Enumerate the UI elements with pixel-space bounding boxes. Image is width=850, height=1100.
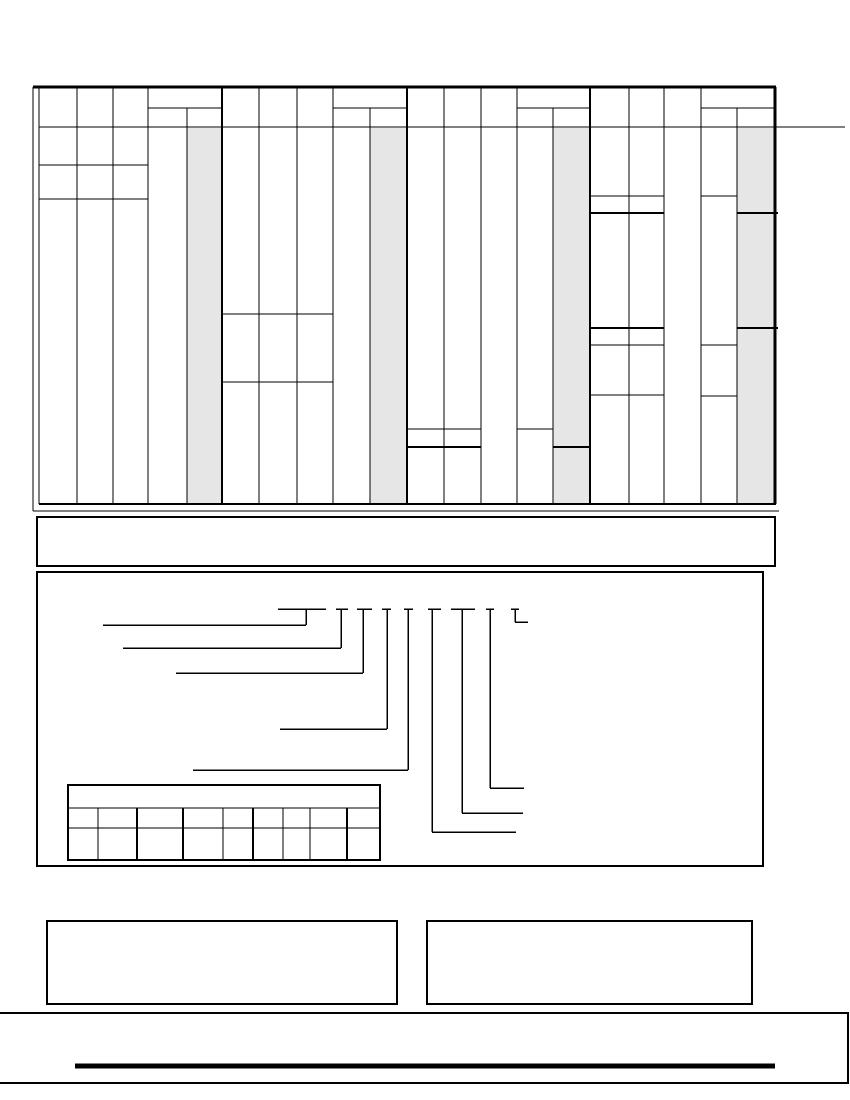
note-box [37, 517, 775, 566]
legend-table [68, 785, 380, 860]
footer-rule [0, 1013, 849, 1083]
info-box-right [427, 921, 752, 1004]
ordering-table [33, 87, 845, 511]
info-box-left [47, 921, 397, 1004]
part-number-diagram [37, 572, 763, 866]
